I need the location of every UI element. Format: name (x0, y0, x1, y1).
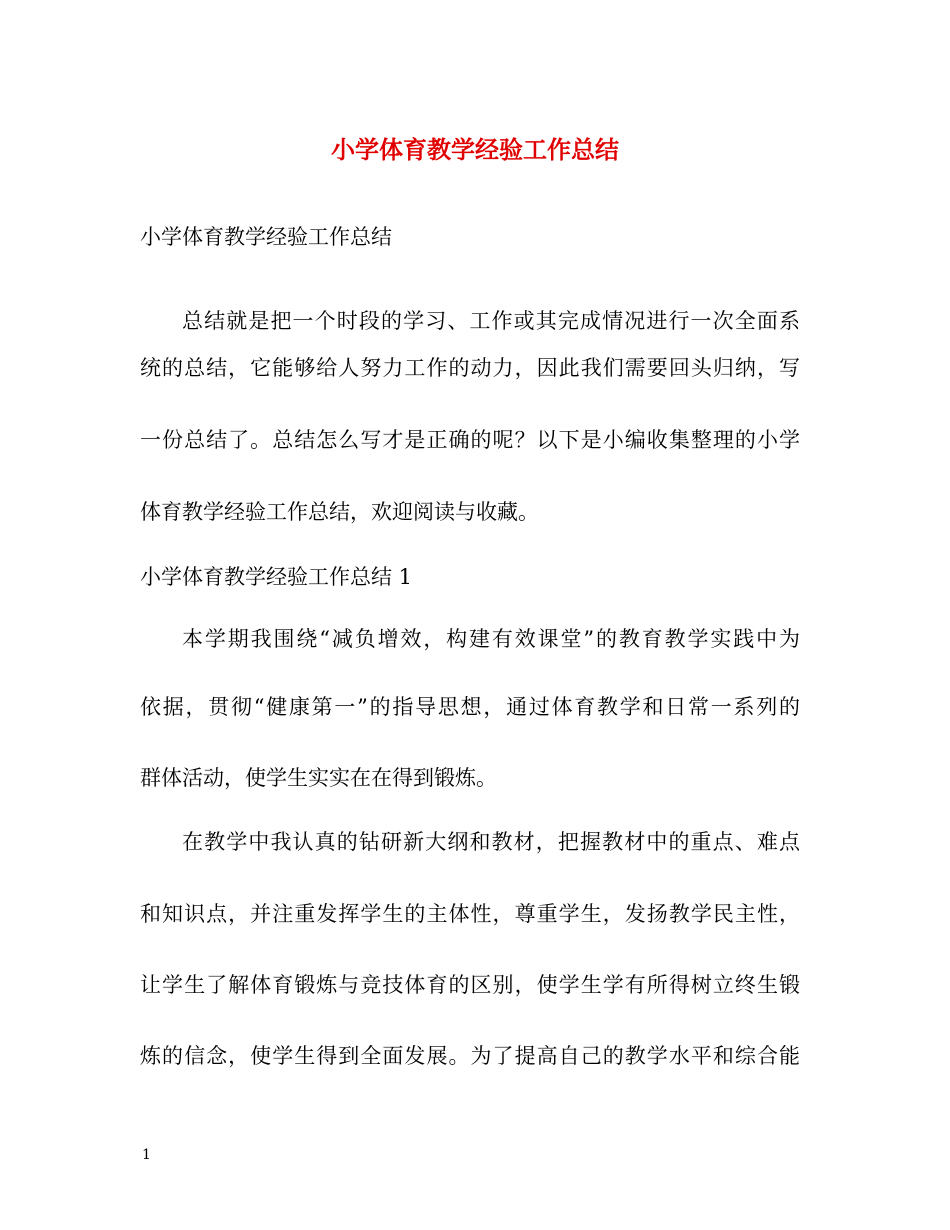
document-title: 小学体育教学经验工作总结 (331, 135, 619, 164)
body-line: 依据，贯彻“健康第一”的指导思想，通过体育教学和日常一系列的 (140, 695, 800, 719)
body-line: 本学期我围绕“减负增效，构建有效课堂”的教育教学实践中为 (182, 627, 800, 651)
body-line: 体育教学经验工作总结，欢迎阅读与收藏。 (140, 500, 539, 524)
body-line: 统的总结，它能够给人努力工作的动力，因此我们需要回头归纳，写 (140, 356, 800, 380)
subtitle-line: 小学体育教学经验工作总结 (140, 225, 392, 249)
body-line: 和知识点，并注重发挥学生的主体性，尊重学生，发扬教学民主性， (140, 902, 800, 926)
section-heading: 小学体育教学经验工作总结 1 (140, 565, 413, 589)
body-line: 炼的信念，使学生得到全面发展。为了提高自己的教学水平和综合能 (140, 1044, 800, 1068)
body-line: 让学生了解体育锻炼与竞技体育的区别，使学生学有所得树立终生锻 (140, 973, 800, 997)
body-line: 一份总结了。总结怎么写才是正确的呢？以下是小编收集整理的小学 (140, 428, 800, 452)
body-line: 总结就是把一个时段的学习、工作或其完成情况进行一次全面系 (182, 309, 800, 333)
body-line: 在教学中我认真的钻研新大纲和教材，把握教材中的重点、难点 (182, 830, 800, 854)
page-number: 1 (142, 1147, 151, 1163)
body-line: 群体活动，使学生实实在在得到锻炼。 (140, 766, 497, 790)
